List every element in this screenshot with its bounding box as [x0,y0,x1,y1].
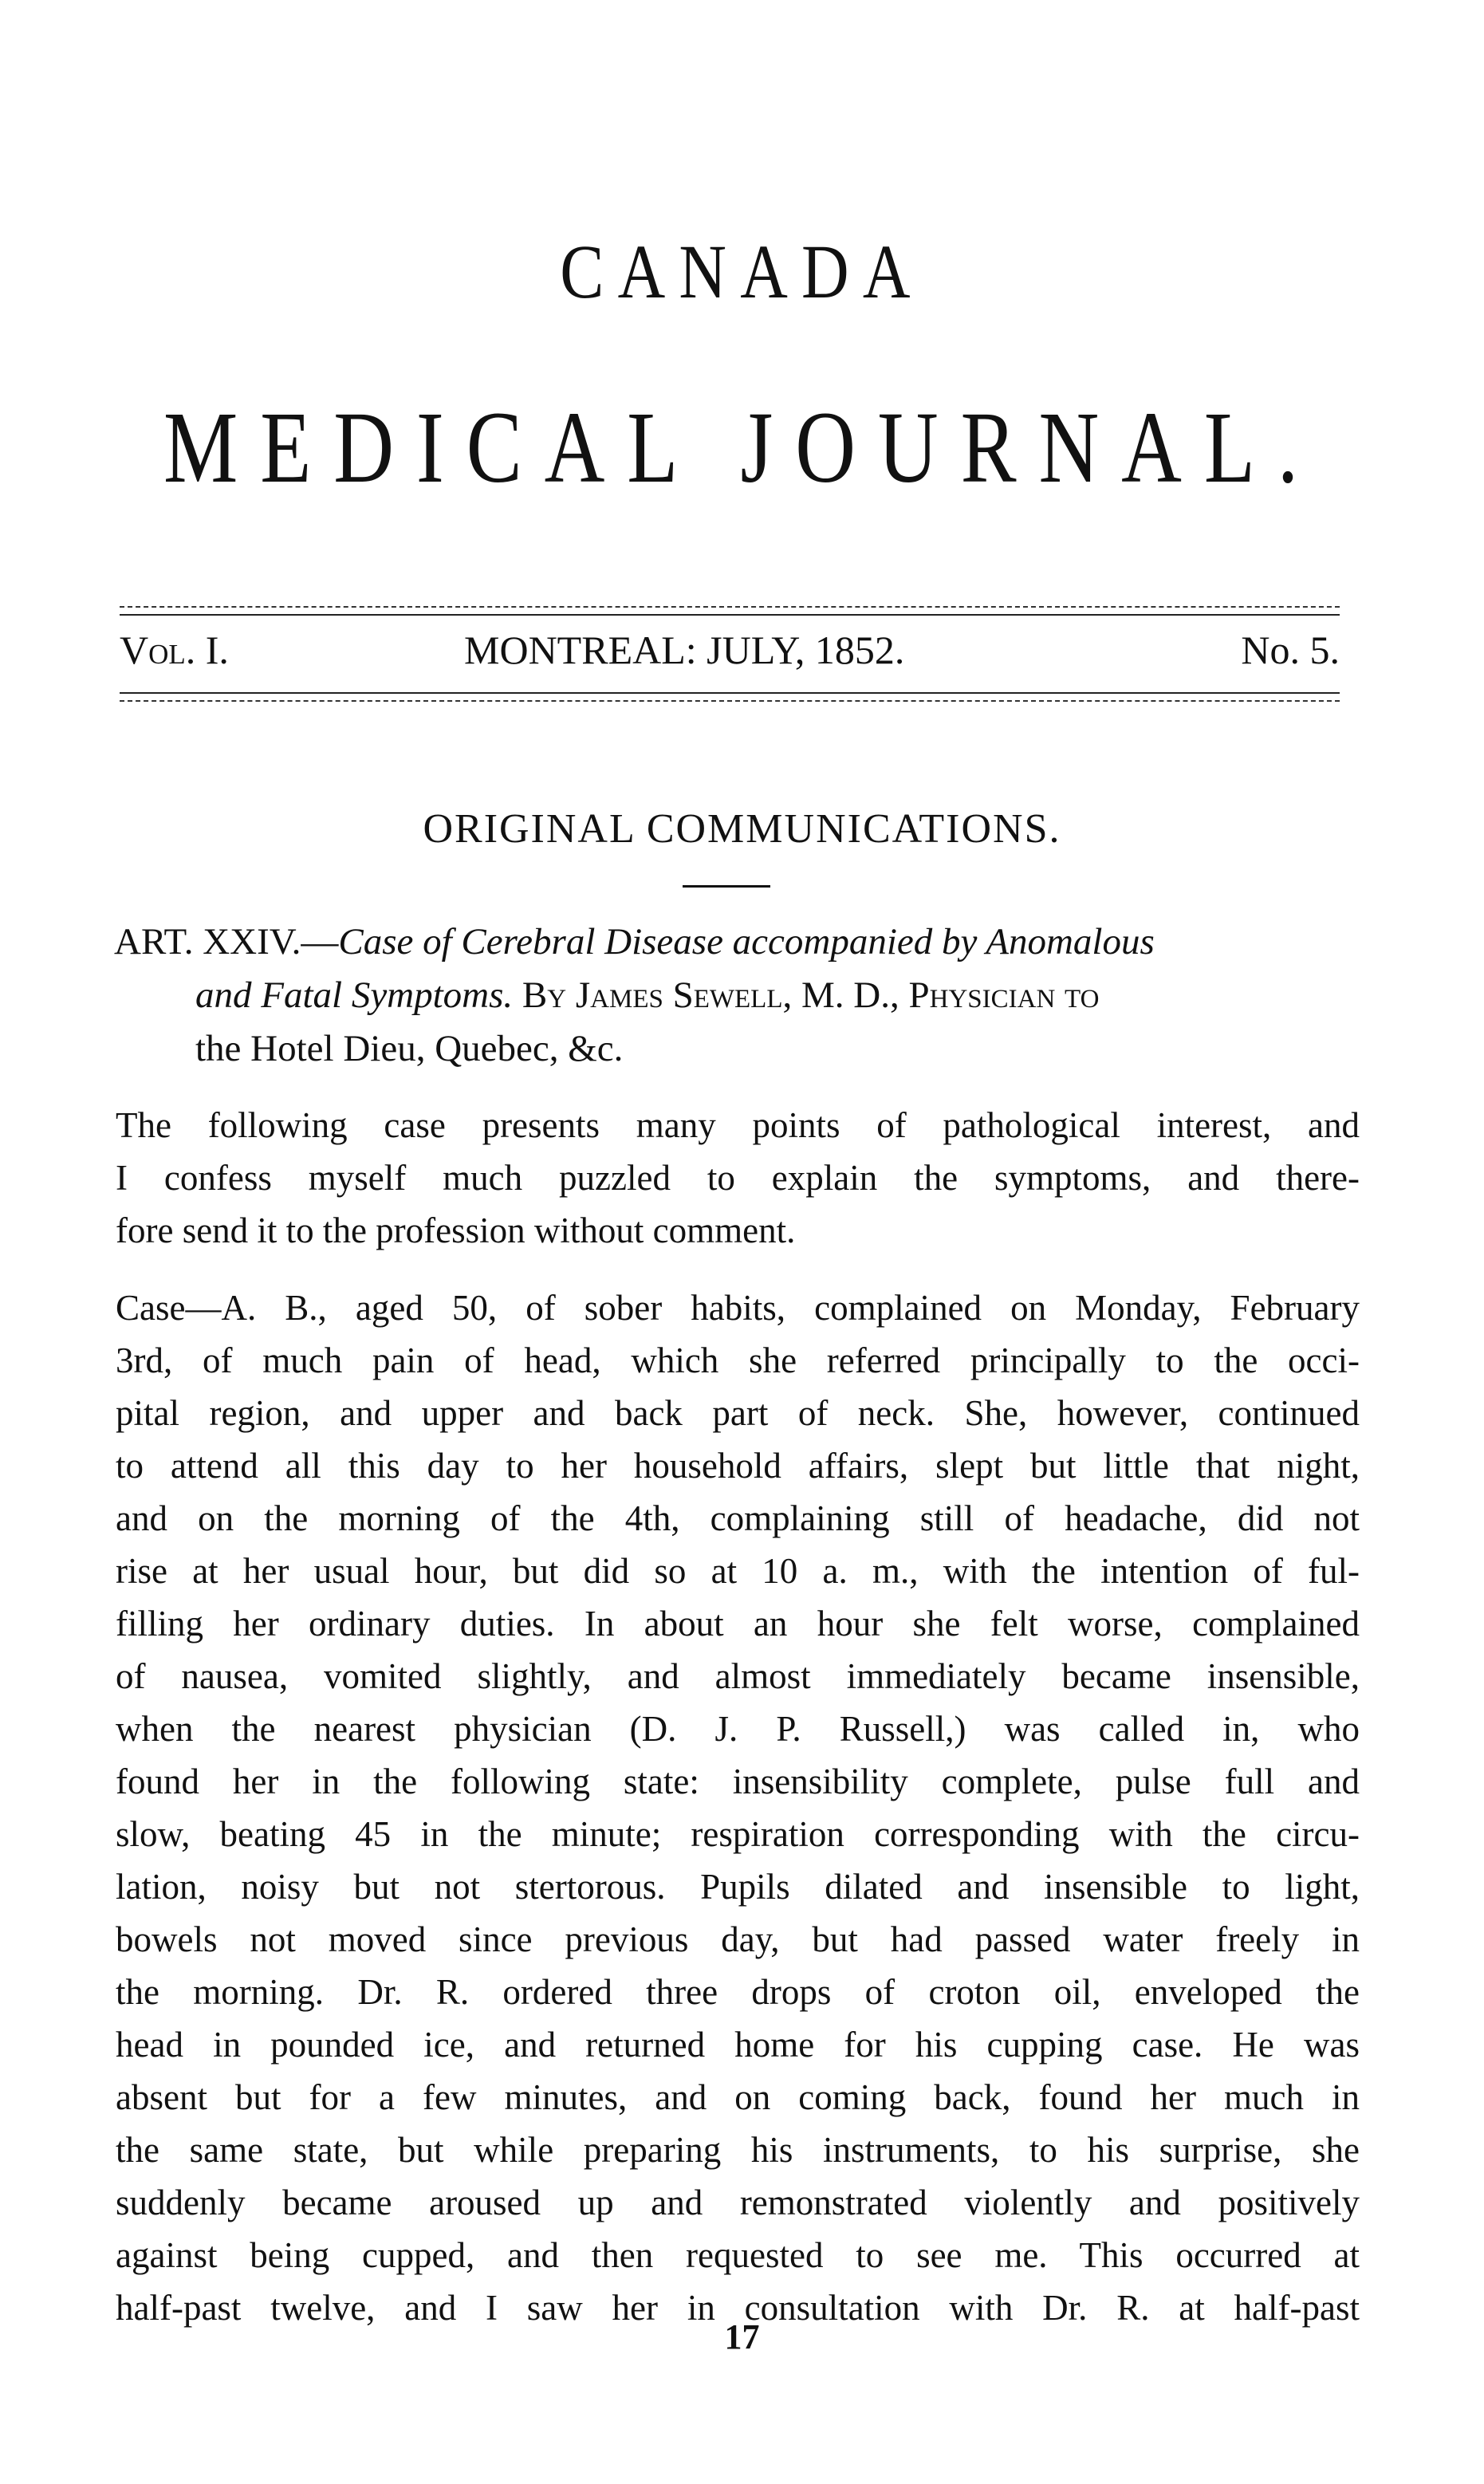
masthead-bottom-rule [120,692,1340,694]
paragraph-line: the same state, but while preparing his instruments, to his surprise, she [116,2130,1360,2170]
article-byline: By James Sewell, M. D., Physician to [513,974,1100,1016]
volume-label: Vol. I. [120,628,229,672]
article-title-part1: Case of Cerebral Disease accompanied by Anomalous [338,921,1155,963]
paragraph-line: absent but for a few minutes, and on coming back, found her much in [116,2077,1360,2117]
journal-title-line2: MEDICAL JOURNAL. [163,391,1321,504]
paragraph-line: slow, beating 45 in the minute; respiration corresponding with the circu- [116,1814,1360,1854]
paragraph-line: when the nearest physician (D. J. P. Russell,) was called in, who [116,1709,1360,1749]
paragraph-line: 3rd, of much pain of head, which she referred principally to the occi- [116,1340,1360,1380]
paragraph-line: the morning. Dr. R. ordered three drops of croton oil, enveloped the [116,1972,1360,2012]
masthead-bottom-rule-2 [120,700,1340,702]
paragraph-line: suddenly became aroused up and remonstrated violently and positively [116,2183,1360,2222]
case-paragraph [116,1281,1360,2334]
masthead [120,627,1340,683]
masthead-top-rule-2 [120,614,1340,616]
section-divider [683,885,770,888]
paragraph-line: I confess myself much puzzled to explain the symptoms, and there- [116,1158,1360,1198]
article-number: ART. XXIV.— [114,921,339,963]
paragraph-line: rise at her usual hour, but did so at 10 a. m., with the intention of ful- [116,1551,1360,1591]
masthead-top-rule [120,606,1340,608]
paragraph-line: head in pounded ice, and returned home for his cupping case. He was [116,2025,1360,2065]
paragraph-line: The following case presents many points of pathological interest, and [116,1105,1360,1145]
paragraph-line: Case—A. B., aged 50, of sober habits, complained on Monday, February [116,1288,1360,1328]
paragraph-line: lation, noisy but not stertorous. Pupils dilated and insensible to light, [116,1867,1360,1907]
paragraph-line: to attend all this day to her household affairs, slept but little that night, [116,1446,1360,1486]
page-number: 17 [724,2317,760,2356]
article-heading-line1 [114,915,1358,969]
paragraph-line: pital region, and upper and back part of neck. She, however, continued [116,1393,1360,1433]
article-heading-line2 [114,969,1358,1022]
paragraph-line: half-past twelve, and I saw her in consultation with Dr. R. at half-past [116,2288,1360,2328]
intro-paragraph [116,1099,1360,1257]
article-title-part2: and Fatal Symptoms. [195,974,514,1016]
section-heading: ORIGINAL COMMUNICATIONS. [423,806,1061,852]
paragraph-line: against being cupped, and then requested to see me. This occurred at [116,2235,1360,2275]
paragraph-line: fore send it to the profession without comment. [116,1211,796,1250]
journal-title-line1: CANADA [560,229,924,314]
issue-number: No. 5. [1241,628,1340,672]
paragraph-line: bowels not moved since previous day, but had passed water freely in [116,1919,1360,1959]
place-date: MONTREAL: JULY, 1852. [464,628,905,672]
article-heading [114,915,1358,1076]
paragraph-line: and on the morning of the 4th, complaining still of headache, did not [116,1498,1360,1538]
paragraph-line: filling her ordinary duties. In about an hour she felt worse, complained [116,1604,1360,1644]
paragraph-line: found her in the following state: insensibility complete, pulse full and [116,1762,1360,1801]
article-affiliation: the Hotel Dieu, Quebec, &c. [195,1028,624,1069]
paragraph-line: of nausea, vomited slightly, and almost immediately became insensible, [116,1656,1360,1696]
